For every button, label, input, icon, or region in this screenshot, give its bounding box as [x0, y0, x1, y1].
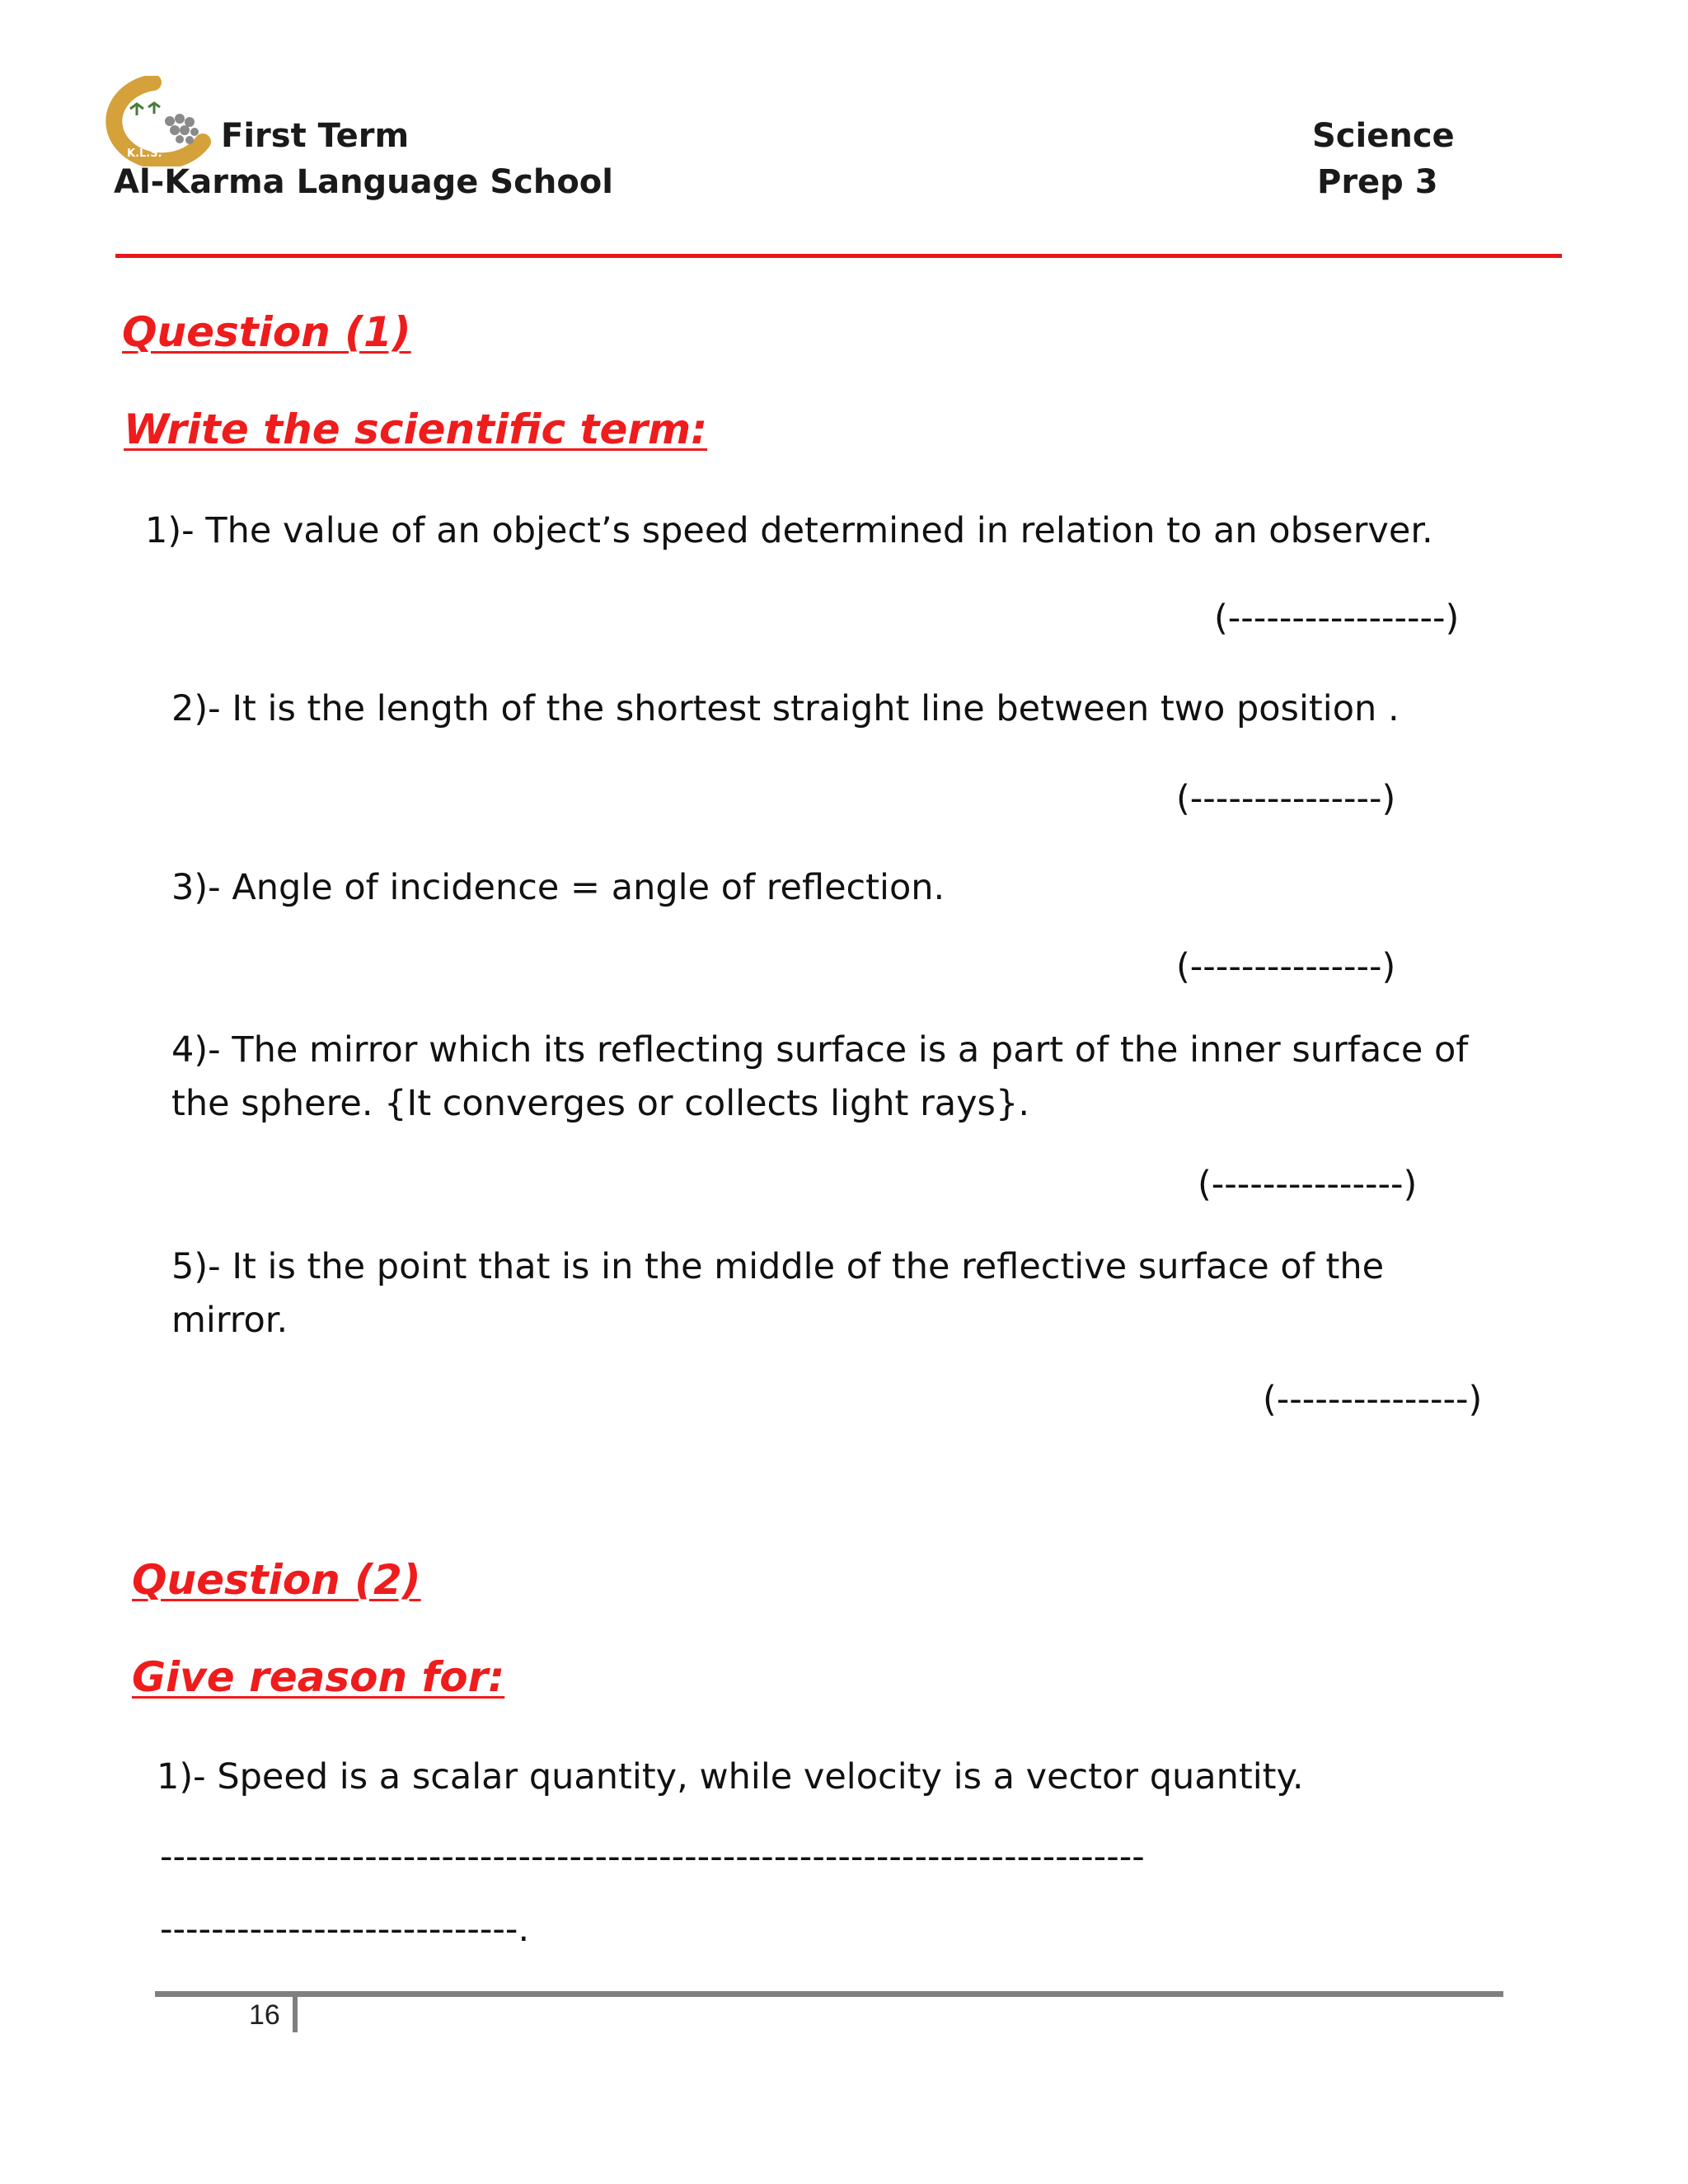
question-1-instruction: Write the scientific term:	[124, 405, 708, 453]
q1-item-3-answer-blank[interactable]: (---------------)	[1176, 946, 1396, 987]
q1-item-1-answer-blank[interactable]: (-----------------)	[1214, 598, 1460, 639]
q1-item-1: 1)- The value of an object’s speed determined in relation to an observer.	[145, 510, 1433, 551]
question-2-title: Question (2)	[132, 1556, 421, 1604]
q1-item-5-answer-blank[interactable]: (---------------)	[1263, 1379, 1483, 1420]
header-divider	[115, 254, 1562, 258]
header-school-name: Al-Karma Language School	[114, 163, 613, 201]
question-2-instruction: Give reason for:	[132, 1653, 505, 1701]
header-subject: Science	[1312, 117, 1455, 155]
footer-page-bar	[293, 1993, 298, 2032]
q1-item-4-answer-blank[interactable]: (---------------)	[1198, 1164, 1418, 1205]
header-grade: Prep 3	[1317, 163, 1438, 201]
logo-initials: K.L.S.	[127, 148, 162, 160]
q1-item-5: 5)- It is the point that is in the middle of the reflective surface of the mirror.	[171, 1246, 1385, 1341]
q1-item-2: 2)- It is the length of the shortest straight line between two position .	[171, 688, 1400, 729]
q1-item-2-answer-blank[interactable]: (---------------)	[1176, 778, 1396, 819]
q2-item-1-answer-line-1[interactable]: -----------------------------------------------------------------------------	[160, 1836, 1145, 1877]
question-1-title: Question (1)	[122, 308, 411, 356]
school-logo	[79, 76, 219, 166]
page-number: 16	[249, 1999, 280, 2031]
footer-rule	[155, 1991, 1503, 1997]
header-term: First Term	[221, 117, 410, 155]
q2-item-1: 1)- Speed is a scalar quantity, while velocity is a vector quantity.	[157, 1756, 1304, 1797]
logo-emblem-icon	[79, 76, 219, 166]
q1-item-4: 4)- The mirror which its reflecting surface is a part of the inner surface of the sphere. {It converges or collects light rays}.	[171, 1029, 1469, 1124]
q1-item-3: 3)- Angle of incidence = angle of reflection.	[171, 867, 945, 908]
q2-item-1-answer-line-2[interactable]: ----------------------------.	[160, 1909, 530, 1950]
